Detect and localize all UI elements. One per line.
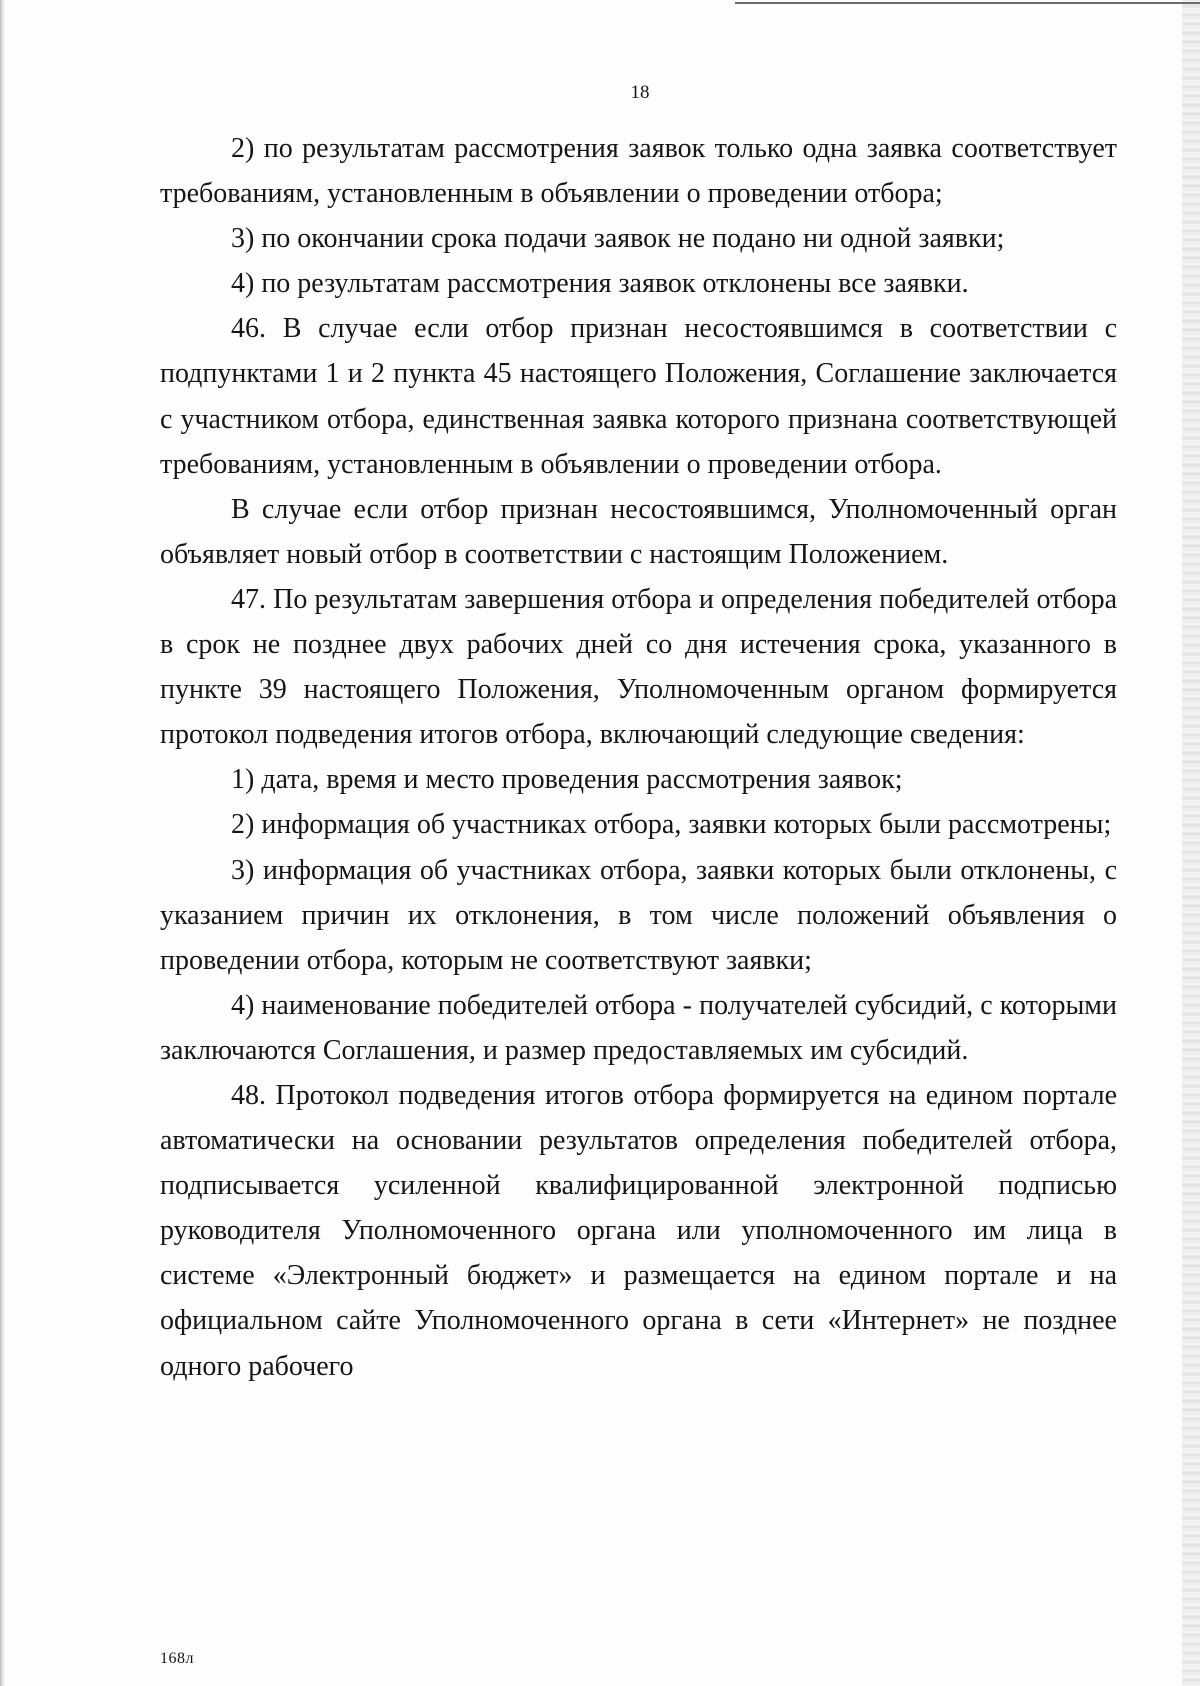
paragraph-item-3: 3) по окончании срока подачи заявок не подано ни одной заявки;: [231, 223, 1005, 255]
paragraph-item-4: 4) по результатам рассмотрения заявок отклонены все заявки.: [231, 268, 969, 300]
paragraph-clause-48: 48. Протокол подведения итогов отбора формируется на едином портале автоматически на основании результатов определения победителей отбора, подписывается усиленной квалифицированной электронной подписью руководителя Уполномоченного органа или уполномоченного им лица в системе «Электронный бюджет» и размещается на едином портале и на официальном сайте Уполномоченного органа в сети «Интернет» не позднее одного рабочего: [160, 1079, 1117, 1382]
paragraph-clause-46: 46. В случае если отбор признан несостоявшимся в соответствии с подпунктами 1 и 2 пункта 45 настоящего Положения, Соглашение заключается с участником отбора, единственная заявка которого признана соответствующей требованиям, установленным в объявлении о проведении отбора.: [160, 313, 1117, 480]
paragraph-clause-47: 47. По результатам завершения отбора и определения победителей отбора в срок не позднее двух рабочих дней со дня истечения срока, указанного в пункте 39 настоящего Положения, Уполномоченным органом формируется протокол подведения итогов отбора, включающий следующие сведения:: [160, 583, 1117, 751]
paragraph-clause-47-item-4: 4) наименование победителей отбора - получателей субсидий, с которыми заключаются Соглашения, и размер предоставляемых им субсидий.: [160, 989, 1117, 1066]
scan-edge-top: [735, 2, 1200, 4]
paragraph-clause-46-continued: В случае если отбор признан несостоявшимся, Уполномоченный орган объявляет новый отбор в соответствии с настоящим Положением.: [160, 493, 1117, 570]
paragraph-clause-47-item-2: 2) информация об участниках отбора, заявки которых были рассмотрены;: [231, 809, 1112, 841]
document-body: [160, 126, 1117, 1389]
paragraph-clause-47-item-1: 1) дата, время и место проведения рассмотрения заявок;: [231, 764, 903, 796]
paragraph-item-2: 2) по результатам рассмотрения заявок только одна заявка соответствует требованиям, установленным в объявлении о проведении отбора;: [160, 133, 1117, 210]
footer-code: 168л: [160, 1650, 194, 1667]
page-number: 18: [630, 82, 650, 103]
scan-edge-right: [1182, 0, 1200, 1686]
paragraph-clause-47-item-3: 3) информация об участниках отбора, заявки которых были отклонены, с указанием причин их отклонения, в том числе положений объявления о проведении отбора, которым не соответствуют заявки;: [160, 854, 1117, 976]
scan-edge-left: [0, 0, 5, 1686]
